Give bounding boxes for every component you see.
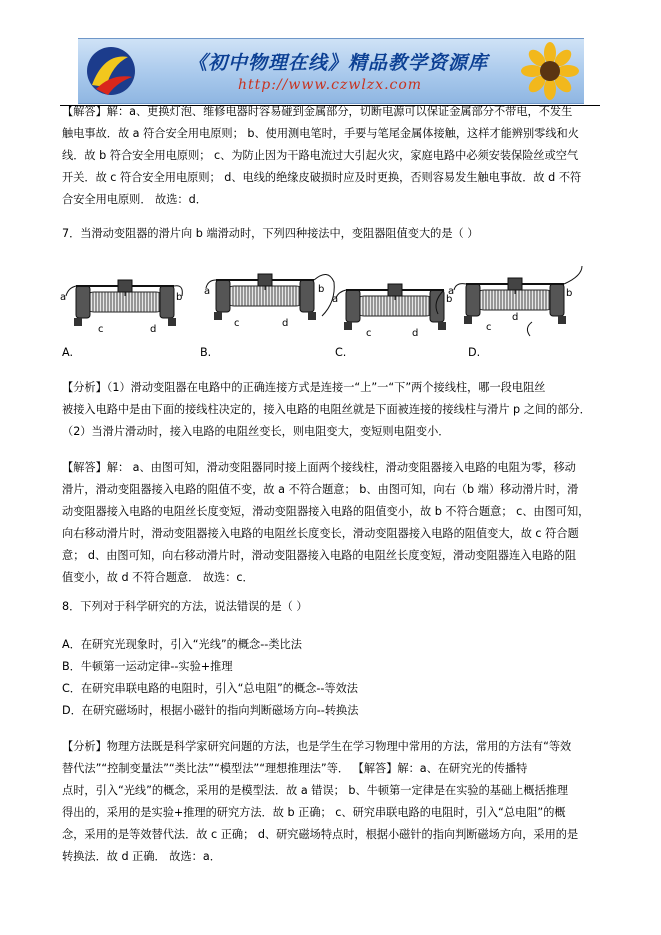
svg-text:c: c	[486, 322, 492, 333]
svg-text:d: d	[150, 324, 157, 335]
question8-options	[62, 634, 610, 722]
rheostat-a	[60, 280, 182, 335]
text-line: 合安全用电原则． 故选：d．	[62, 193, 207, 206]
option-b[interactable]: B.	[200, 346, 212, 359]
option-d[interactable]: D.	[468, 346, 481, 359]
svg-text:b: b	[446, 294, 453, 305]
sunflower-icon	[520, 41, 580, 101]
svg-text:a: a	[60, 292, 67, 303]
option-a[interactable]: A．在研究光现象时，引入“光线”的概念--类比法	[62, 638, 302, 651]
text-line: （2）当滑片滑动时，接入电路的电阻丝变长，则电阻变大，变短则电阻变小．	[62, 425, 450, 438]
text-line: 开关．故 c 符合安全用电原则； d、电线的绝缘皮破损时应及时更换，否则容易发生触电事故．故 d 不符	[62, 171, 582, 184]
svg-text:d: d	[412, 328, 419, 339]
svg-text:a: a	[204, 286, 211, 297]
svg-text:b: b	[176, 292, 183, 303]
rheostat-diagrams	[62, 262, 602, 337]
text-line: 转换法．故 d 正确． 故选：a．	[62, 850, 221, 863]
text-line: 线．故 b 符合安全用电原则； c、为防止因为干路电流过大引起火灾，家庭电路中必须安装保险丝或空气	[62, 149, 579, 162]
option-d[interactable]: D．在研究磁场时，根据小磁针的指向判断磁场方向--转换法	[62, 704, 359, 717]
text-line: 【解答】解： a、由图可知，滑动变阻器同时接上面两个接线柱，滑动变阻器接入电路的电阻为零，移动	[62, 461, 576, 474]
rheostat-c	[332, 284, 455, 339]
text-line: 动变阻器接入电路的电阻丝长度变短，滑动变阻器接入电路的阻值变小，故 b 不符合题意； c、由图可知，	[62, 505, 590, 518]
text-line: 点时，引入“光线”的概念，采用的是模型法．故 a 错误； b、牛顿第一定律是在实验的基础上概括推理	[62, 784, 569, 797]
option-c[interactable]: C．在研究串联电路的电阻时，引入“总电阻”的概念--等效法	[62, 682, 358, 695]
option-b[interactable]: B．牛顿第一运动定律--实验+推理	[62, 660, 233, 673]
svg-text:d: d	[282, 318, 289, 329]
text-line: 被接入电路中是由下面的接线柱决定的，接入电路的电阻丝就是下面被连接的接线柱与滑片 p 之间的部分．	[62, 403, 591, 416]
banner-title: 《初中物理在线》精品教学资源库	[188, 52, 489, 74]
question-text: 7．当滑动变阻器的滑片向 b 端滑动时，下列四种接法中，变阻器阻值变大的是（ ）	[62, 227, 479, 240]
option-a[interactable]: A.	[62, 346, 74, 359]
text-line: 意； d、由图可知，向右移动滑片时，滑动变阻器接入电路的电阻丝长度变短，滑动变阻器连入电路的阻	[62, 549, 577, 562]
text-line: 滑片，滑动变阻器接入电路的阻值不变，故 a 不符合题意； b、由图可知，向右（b 端）移动滑片时，滑	[62, 483, 579, 496]
rheostat-d	[448, 266, 582, 336]
svg-text:a: a	[448, 286, 455, 297]
text-line: 触电事故．故 a 符合安全用电原则； b、使用测电笔时，手要与笔尾金属体接触，这样才能辨别零线和火	[62, 127, 579, 140]
text-line: 【解答】解：a、更换灯泡、维修电器时容易碰到金属部分，切断电源可以保证金属部分不带电，不发生	[62, 105, 573, 118]
banner-url[interactable]: http://www.czwlzx.com	[238, 77, 423, 93]
svg-text:d: d	[512, 312, 519, 323]
question-text: 8．下列对于科学研究的方法，说法错误的是（ ）	[62, 600, 308, 613]
answer6-block	[62, 101, 610, 211]
text-line: 替代法”“控制变量法”“类比法”“模型法”“理想推理法”等． 【解答】解：a、在研究光的传播特	[62, 762, 528, 775]
text-line: 【分析】（1）滑动变阻器在电路中的正确连接方式是连接一“上”一“下”两个接线柱，哪一段电阻丝	[62, 381, 546, 394]
text-line: 得出的，采用的是实验+推理的研究方法．故 b 正确； c、研究串联电路的电阻时，引入“总电阻”的概	[62, 806, 566, 819]
header-banner	[78, 38, 584, 104]
analysis8-block	[62, 736, 610, 868]
option-c[interactable]: C.	[335, 346, 347, 359]
svg-text:b: b	[318, 284, 325, 295]
text-line: 值变小，故 d 不符合题意． 故选：c．	[62, 571, 254, 584]
svg-text:c: c	[366, 328, 372, 339]
question7-stem	[62, 223, 610, 245]
text-line: 向右移动滑片时，滑动变阻器接入电路的电阻丝长度变长，滑动变阻器接入电路的阻值变大，故 c 符合题	[62, 527, 579, 540]
answer7-block	[62, 457, 610, 589]
text-line: 【分析】物理方法既是科学家研究问题的方法，也是学生在学习物理中常用的方法，常用的方法有“等效	[62, 740, 572, 753]
svg-text:b: b	[566, 288, 573, 299]
text-line: 念，采用的是等效替代法．故 c 正确； d、研究磁场特点时，根据小磁针的指向判断磁场方向，采用的是	[62, 828, 579, 841]
logo-icon	[82, 43, 140, 99]
analysis7-block	[62, 377, 610, 443]
question8-stem	[62, 596, 610, 618]
svg-text:a: a	[332, 294, 339, 305]
svg-text:c: c	[234, 318, 240, 329]
svg-text:c: c	[98, 324, 104, 335]
rheostat-b	[204, 274, 334, 329]
